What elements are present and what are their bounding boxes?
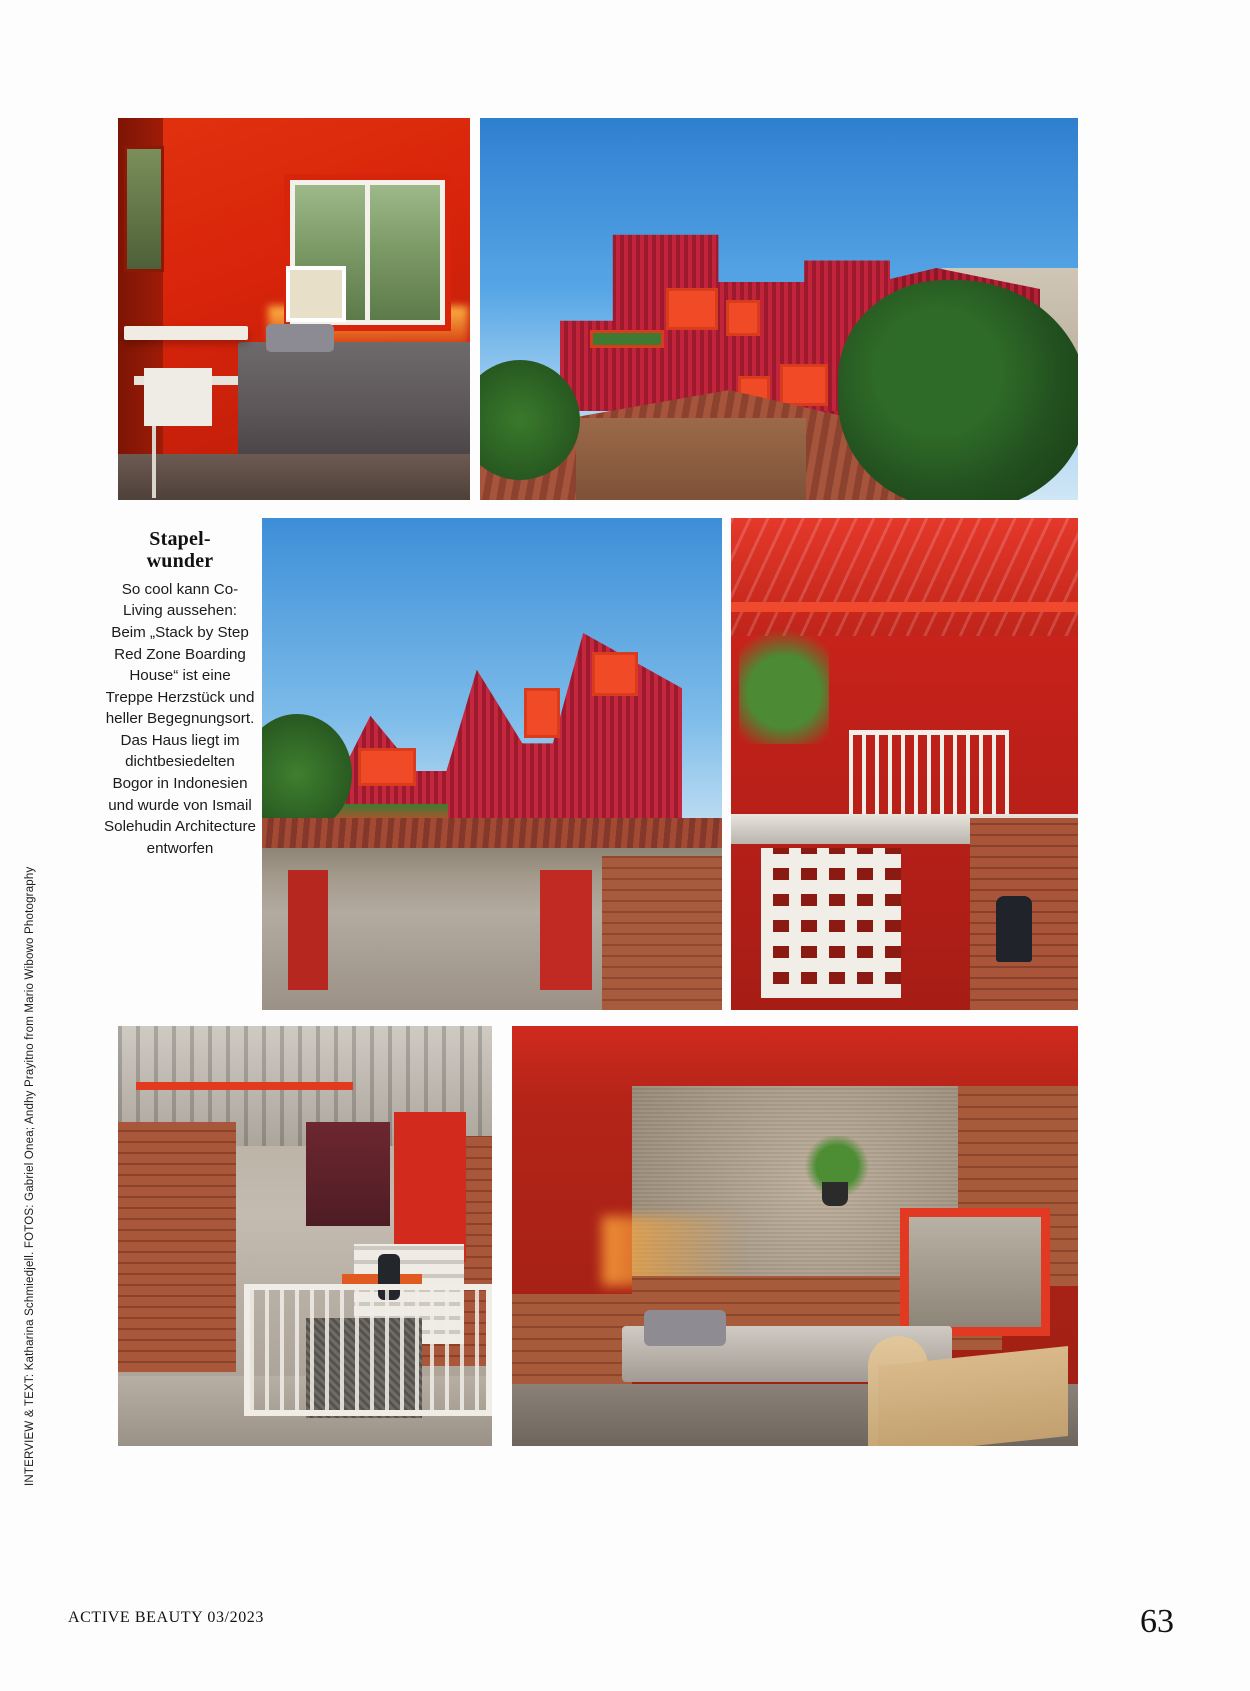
decor-red-wall xyxy=(394,1112,466,1262)
decor-window-box-c xyxy=(358,748,416,786)
photo-terrace-image xyxy=(512,1026,1078,1446)
photo-atrium-right xyxy=(731,518,1078,1010)
decor-planter xyxy=(590,330,664,348)
decor-window-box-a xyxy=(592,652,638,696)
photo-terrace xyxy=(512,1026,1078,1446)
decor-small-window xyxy=(286,266,346,322)
decor-white-railing xyxy=(849,730,1009,824)
decor-person xyxy=(996,896,1032,962)
photo-facade-day-image xyxy=(480,118,1078,500)
photo-facade-carport-image xyxy=(262,518,722,1010)
decor-dark-panel xyxy=(306,1122,390,1226)
footer-magazine-issue: ACTIVE BEAUTY 03/2023 xyxy=(68,1609,264,1626)
decor-perforated-screen xyxy=(761,848,901,998)
photo-facade-day xyxy=(480,118,1078,500)
decor-red-door xyxy=(540,870,592,990)
photo-facade-carport xyxy=(262,518,722,1010)
decor-side-window xyxy=(124,146,164,272)
decor-red-framed-window xyxy=(900,1208,1050,1336)
headline-line-1: Stapel- xyxy=(149,528,211,550)
decor-window-box-3 xyxy=(780,364,828,406)
decor-bed xyxy=(238,342,470,458)
decor-window-box-b xyxy=(524,688,560,738)
decor-window-box-2 xyxy=(726,300,760,336)
photo-walkway xyxy=(118,1026,492,1446)
decor-red-beam xyxy=(731,602,1078,612)
decor-cushion xyxy=(644,1310,726,1346)
photo-interior-room xyxy=(118,118,470,500)
decor-red-pipe xyxy=(136,1082,353,1090)
decor-tree-right xyxy=(838,280,1078,500)
decor-window-box-1 xyxy=(666,288,718,330)
photo-interior-room-image xyxy=(118,118,470,500)
decor-plant-pot xyxy=(822,1182,848,1206)
photo-atrium-right-image xyxy=(731,518,1078,1010)
decor-red-gate xyxy=(288,870,328,990)
article-body: So cool kann Co-Living aussehen: Beim „Stack by Step Red Zone Boarding House“ ist eine Treppe Herzstück und heller Begegnungsort. Das Haus liegt im dichtbesiedelten Bogor in Indonesien und wurde von Ismail Solehudin Architecture entworfen xyxy=(104,580,256,857)
decor-plants xyxy=(739,614,829,744)
article-headline xyxy=(104,528,256,573)
decor-brick-wall xyxy=(576,418,806,500)
decor-brick-left xyxy=(118,1122,236,1372)
decor-folding-chair xyxy=(144,368,212,498)
article-text-column xyxy=(104,528,256,859)
page-number: 63 xyxy=(1140,1603,1174,1640)
headline-line-2: wunder xyxy=(146,550,214,573)
photo-walkway-image xyxy=(118,1026,492,1446)
decor-railing xyxy=(244,1284,492,1416)
decor-desk xyxy=(124,326,248,340)
photo-credit-vertical: INTERVIEW & TEXT: Katharina Schmiedjell. FOTOS: Gabriel Onea; Andhy Prayitno from Mario Wibowo Photography xyxy=(24,866,36,1486)
decor-pillow xyxy=(266,324,334,352)
decor-brick-side xyxy=(602,856,722,1010)
